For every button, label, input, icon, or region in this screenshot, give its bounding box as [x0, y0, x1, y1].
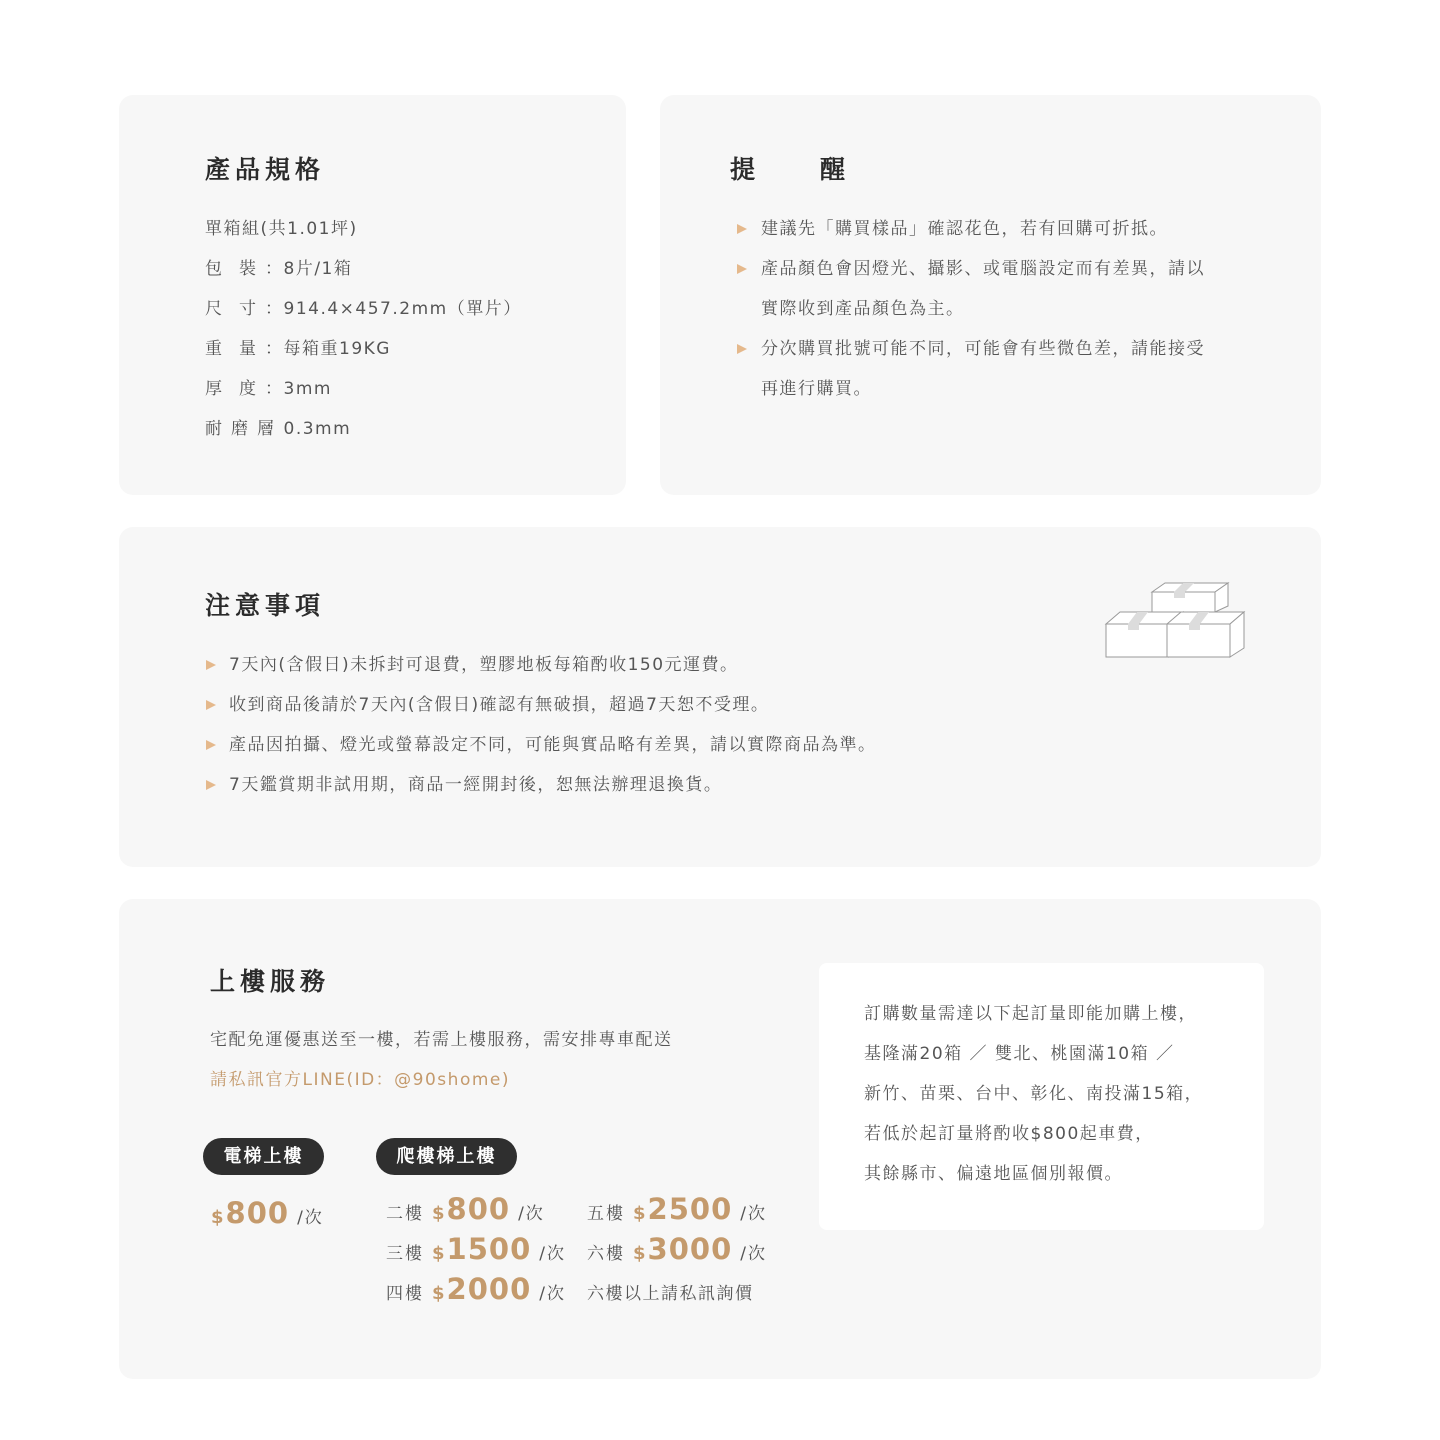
floor-label: 二樓	[386, 1204, 424, 1224]
boxes-icon	[1104, 580, 1246, 660]
note-line: 新竹、苗栗、台中、彰化、南投滿15箱，	[864, 1084, 1204, 1104]
spec-label: 尺 寸	[205, 299, 256, 319]
note-line: 其餘縣市、偏遠地區個別報價。	[864, 1164, 1123, 1184]
floor-label: 四樓	[386, 1284, 424, 1304]
bullet-triangle-icon	[206, 660, 216, 670]
notice-title: 注意事項	[205, 591, 326, 620]
spec-value: ：3mm	[265, 379, 332, 399]
dollar-sign: $	[211, 1207, 226, 1228]
spec-line	[205, 257, 352, 281]
note-line: 訂購數量需達以下起訂量即能加購上樓，	[864, 1004, 1197, 1024]
notice-item: 7天鑑賞期非試用期，商品一經開封後，恕無法辦理退換貨。	[229, 775, 723, 795]
spec-line	[205, 377, 332, 401]
remind-item: 建議先「購買樣品」確認花色，若有回購可折抵。	[761, 219, 1168, 239]
price-unit: /次	[740, 1204, 767, 1224]
note-line: 基隆滿20箱 ／ 雙北、桃園滿10箱 ／	[864, 1044, 1175, 1064]
elevator-badge: 電梯上樓	[203, 1138, 324, 1175]
spec-label: 重 量	[205, 339, 256, 359]
notice-item: 7天內(含假日)未拆封可退費，塑膠地板每箱酌收150元運費。	[229, 655, 739, 675]
bullet-triangle-icon	[206, 780, 216, 790]
spec-label: 包 裝	[205, 259, 256, 279]
spec-value: ：每箱重19KG	[265, 339, 391, 359]
spec-label: 耐磨層	[205, 419, 283, 439]
price-amount: 800	[225, 1196, 290, 1230]
remind-item-cont: 實際收到產品顏色為主。	[761, 299, 965, 319]
bullet-triangle-icon	[737, 264, 747, 274]
dollar-sign: $	[432, 1283, 447, 1304]
spec-card	[119, 95, 626, 495]
dollar-sign: $	[432, 1243, 447, 1264]
spec-line	[205, 417, 351, 441]
price-unit: /次	[539, 1284, 566, 1304]
upstairs-title: 上樓服務	[210, 967, 331, 996]
stairs-price-row	[587, 1232, 767, 1266]
stairs-price-row	[386, 1192, 545, 1226]
price-unit: /次	[539, 1244, 566, 1264]
spec-line	[205, 217, 358, 241]
upstairs-desc: 宅配免運優惠送至一樓，若需上樓服務，需安排專車配送	[210, 1030, 673, 1050]
spec-value: ：8片/1箱	[265, 259, 353, 279]
stairs-other-note: 六樓以上請私訊詢價	[587, 1284, 754, 1304]
price-amount: 2000	[446, 1272, 532, 1306]
spec-value: ：914.4×457.2mm（單片）	[265, 299, 522, 319]
bullet-triangle-icon	[206, 740, 216, 750]
dollar-sign: $	[633, 1243, 648, 1264]
notice-item: 收到商品後請於7天內(含假日)確認有無破損，超過7天恕不受理。	[229, 695, 770, 715]
line-contact-link[interactable]: 請私訊官方LINE(ID：@90shome)	[210, 1070, 510, 1090]
bullet-triangle-icon	[206, 700, 216, 710]
price-amount: 2500	[647, 1192, 733, 1226]
dollar-sign: $	[432, 1203, 447, 1224]
floor-label: 五樓	[587, 1204, 625, 1224]
remind-item: 產品顏色會因燈光、攝影、或電腦設定而有差異，請以	[761, 259, 1205, 279]
price-amount: 1500	[446, 1232, 532, 1266]
price-unit: /次	[740, 1244, 767, 1264]
bullet-triangle-icon	[737, 224, 747, 234]
remind-title: 提 醒	[730, 155, 851, 184]
spec-line	[205, 337, 391, 361]
spec-line	[205, 297, 522, 321]
stairs-price-row	[587, 1192, 767, 1226]
stairs-badge: 爬樓梯上樓	[376, 1138, 517, 1175]
spec-value: ：0.3mm	[265, 419, 352, 439]
spec-title: 產品規格	[205, 155, 326, 184]
elevator-price	[203, 1196, 324, 1230]
price-amount: 3000	[647, 1232, 733, 1266]
price-amount: 800	[446, 1192, 511, 1226]
notice-item: 產品因拍攝、燈光或螢幕設定不同，可能與實品略有差異，請以實際商品為準。	[229, 735, 877, 755]
remind-item-cont: 再進行購買。	[761, 379, 872, 399]
price-unit: /次	[297, 1208, 324, 1228]
stairs-price-row	[386, 1272, 566, 1306]
floor-label: 六樓	[587, 1244, 625, 1264]
remind-item: 分次購買批號可能不同，可能會有些微色差，請能接受	[761, 339, 1205, 359]
bullet-triangle-icon	[737, 344, 747, 354]
stairs-price-row	[386, 1232, 566, 1266]
note-line: 若低於起訂量將酌收$800起車費，	[864, 1124, 1154, 1144]
dollar-sign: $	[633, 1203, 648, 1224]
spec-label: 厚 度	[205, 379, 256, 399]
price-unit: /次	[518, 1204, 545, 1224]
spec-value: 單箱組(共1.01坪)	[205, 219, 358, 239]
floor-label: 三樓	[386, 1244, 424, 1264]
